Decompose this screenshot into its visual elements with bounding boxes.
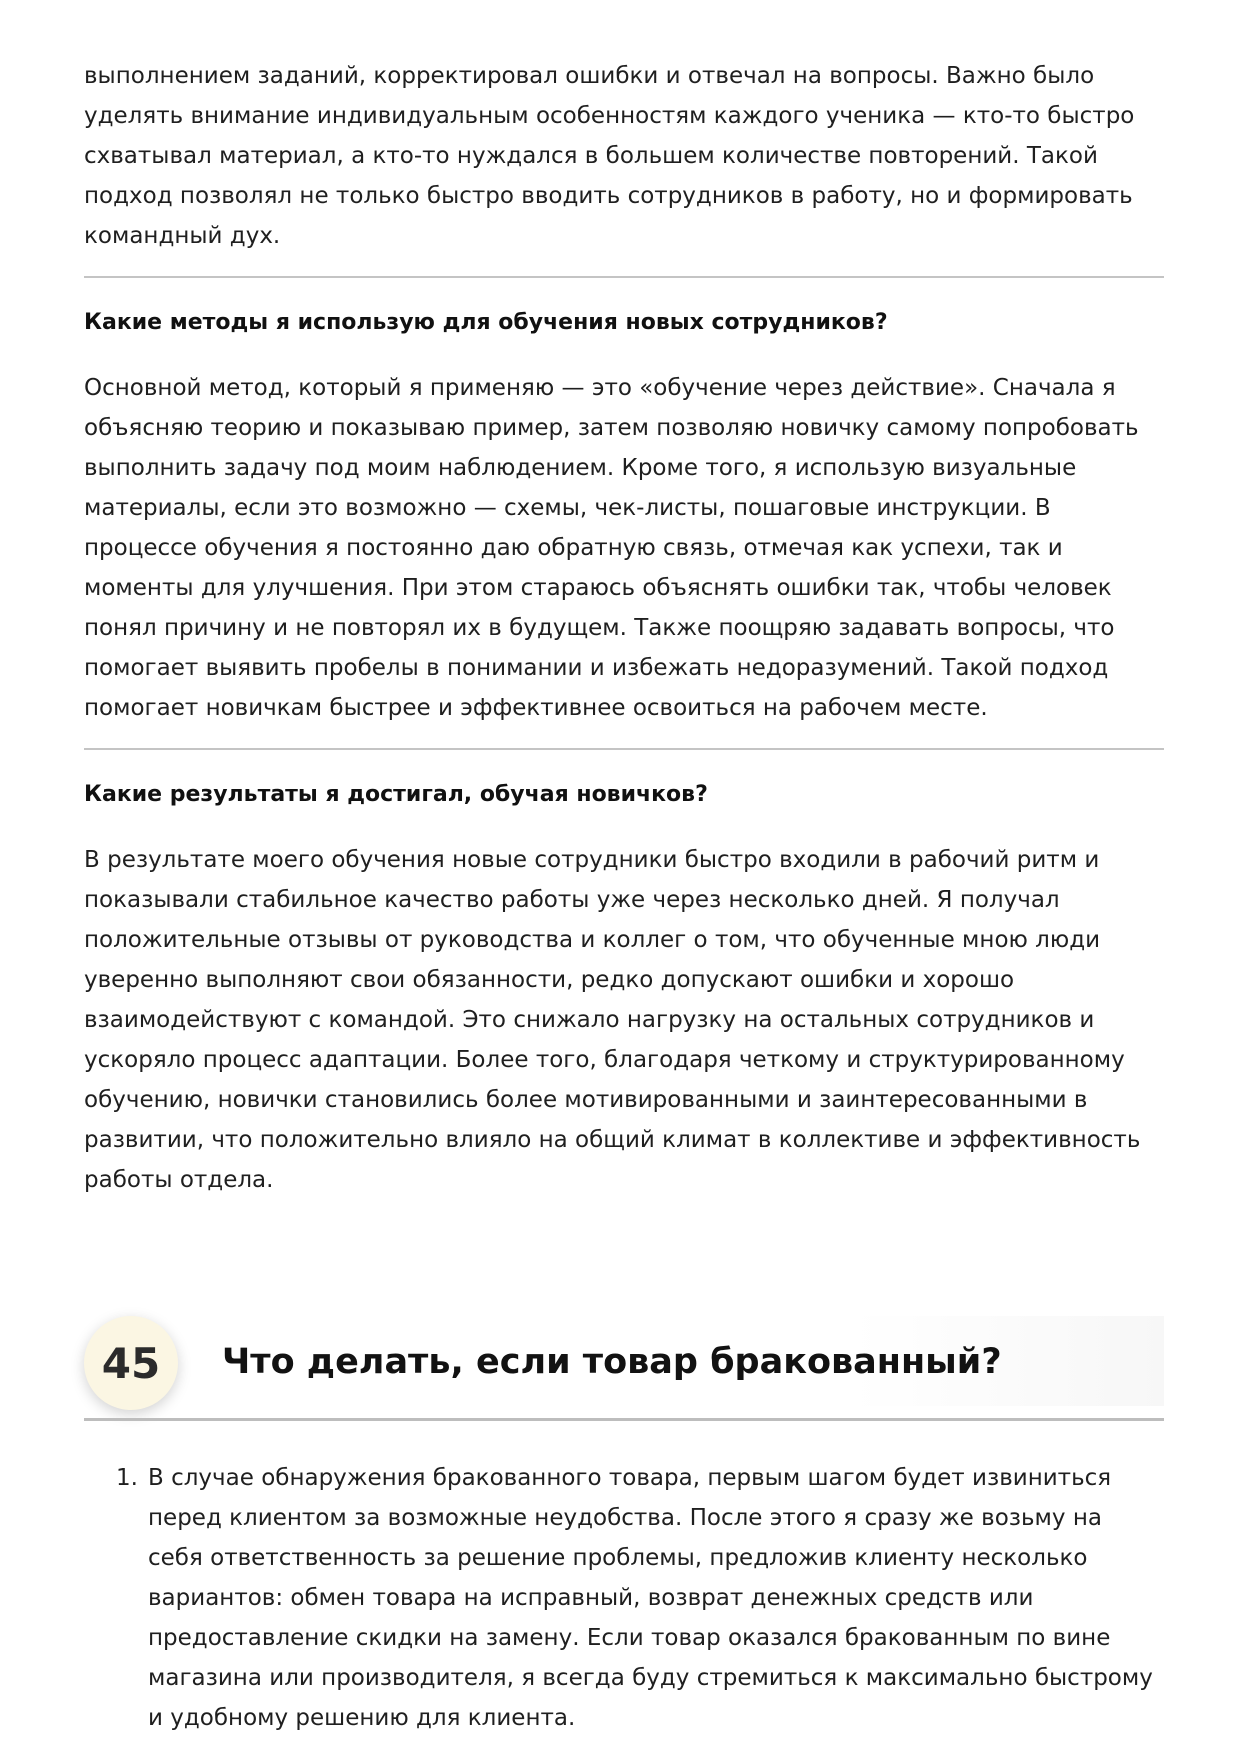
- section-number-badge: 45: [84, 1316, 178, 1410]
- list-item: [116, 1458, 1164, 1738]
- question-heading: Какие результаты я достигал, обучая новичков?: [84, 782, 708, 807]
- answer-list: [84, 1458, 1164, 1738]
- document-body: [84, 58, 1164, 1200]
- question-heading: Какие методы я использую для обучения новых сотрудников?: [84, 310, 888, 335]
- answer-paragraph: В результате моего обучения новые сотрудники быстро входили в рабочий ритм и показывали стабильное качество работы уже через несколько дней. Я получал положительные отзывы от руководства и коллег о том, что обученные мною люди уверенно выполняют свои обязанности, редко допускают ошибки и хорошо взаимодействуют с командой. Это снижало нагрузку на остальных сотрудников и ускоряло процесс адаптации. Более того, благодаря четкому и структурированному обучению, новички становились более мотивированными и заинтересованными в развитии, что положительно влияло на общий климат в коллективе и эффективность работы отдела.: [84, 847, 1141, 1193]
- section-divider: [84, 1418, 1164, 1421]
- list-item-number: 1.: [116, 1465, 138, 1491]
- answer-paragraph: Основной метод, который я применяю — это «обучение через действие». Сначала я объясняю теорию и показываю пример, затем позволяю новичку самому попробовать выполнить задачу под моим наблюдением. Кроме того, я использую визуальные материалы, если это возможно — схемы, чек-листы, пошаговые инструкции. В процессе обучения я постоянно даю обратную связь, отмечая как успехи, так и моменты для улучшения. При этом стараюсь объяснять ошибки так, чтобы человек понял причину и не повторял их в будущем. Также поощряю задавать вопросы, что помогает выявить пробелы в понимании и избежать недоразумений. Такой подход помогает новичкам быстрее и эффективнее освоиться на рабочем месте.: [84, 375, 1139, 721]
- section-heading: [84, 1316, 1164, 1408]
- divider: [84, 748, 1164, 750]
- list-item-text: В случае обнаружения бракованного товара, первым шагом будет извиниться перед клиентом за возможные неудобства. После этого я сразу же возьму на себя ответственность за решение проблемы, предложив клиенту несколько вариантов: обмен товара на исправный, возврат денежных средств или предоставление скидки на замену. Если товар оказался бракованным по вине магазина или производителя, я всегда буду стремиться к максимально быстрому и удобному решению для клиента.: [148, 1465, 1153, 1731]
- intro-paragraph: выполнением заданий, корректировал ошибки и отвечал на вопросы. Важно было уделять внимание индивидуальным особенностям каждого ученика — кто-то быстро схватывал материал, а кто-то нуждался в большем количестве повторений. Такой подход позволял не только быстро вводить сотрудников в работу, но и формировать командный дух.: [84, 63, 1135, 249]
- section-title: Что делать, если товар бракованный?: [222, 1342, 1002, 1382]
- divider: [84, 276, 1164, 278]
